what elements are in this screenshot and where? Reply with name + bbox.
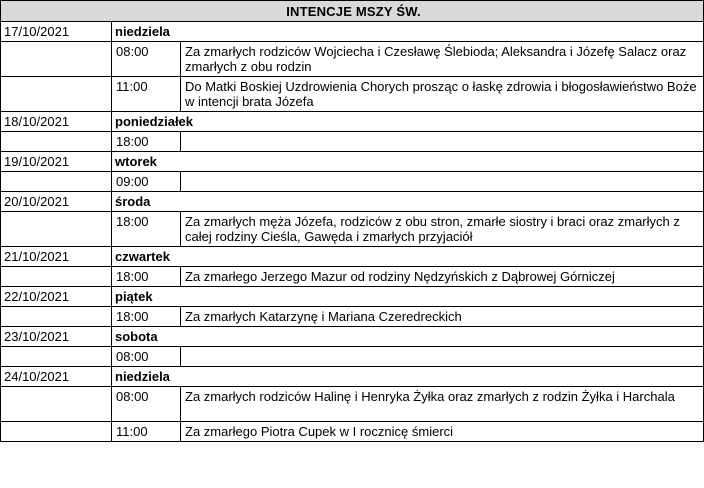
day-header-row [1,247,704,267]
mass-intention: Do Matki Boskiej Uzdrowienia Chorych prosząc o łaskę zdrowia i błogosławieństwo Boże w intencji brata Józefa [181,77,704,112]
date-cell: 23/10/2021 [1,327,112,347]
mass-row [1,77,704,112]
empty-cell [1,172,112,192]
mass-row [1,172,704,192]
mass-row [1,267,704,287]
day-header-row [1,367,704,387]
empty-cell [1,347,112,367]
mass-row [1,307,704,327]
day-header-row [1,152,704,172]
mass-intention [181,172,704,192]
mass-time: 18:00 [112,267,181,287]
mass-intention: Za zmarłych męża Józefa, rodziców z obu stron, zmarłe siostry i braci oraz zmarłych z całej rodziny Cieśla, Gawęda i zmarłych przyjaciół [181,212,704,247]
mass-row [1,212,704,247]
mass-row [1,387,704,422]
date-cell: 17/10/2021 [1,22,112,42]
weekday-cell: niedziela [112,22,704,42]
empty-cell [1,132,112,152]
date-cell: 20/10/2021 [1,192,112,212]
weekday-cell: poniedziałek [112,112,704,132]
weekday-cell: piątek [112,287,704,307]
page-title: INTENCJE MSZY ŚW. [1,1,704,22]
mass-row [1,422,704,442]
title-row [1,1,704,22]
day-header-row [1,112,704,132]
mass-time: 18:00 [112,307,181,327]
weekday-cell: środa [112,192,704,212]
date-cell: 24/10/2021 [1,367,112,387]
empty-cell [1,422,112,442]
empty-cell [1,42,112,77]
mass-time: 11:00 [112,77,181,112]
mass-intention: Za zmarłych rodziców Wojciecha i Czesławę Ślebioda; Aleksandra i Józefę Salacz oraz zmarłych z obu rodzin [181,42,704,77]
mass-row [1,42,704,77]
day-header-row [1,192,704,212]
mass-time: 11:00 [112,422,181,442]
empty-cell [1,387,112,422]
day-header-row [1,22,704,42]
mass-time: 18:00 [112,212,181,247]
mass-time: 08:00 [112,387,181,422]
empty-cell [1,307,112,327]
weekday-cell: sobota [112,327,704,347]
mass-intention [181,347,704,367]
date-cell: 19/10/2021 [1,152,112,172]
mass-row [1,132,704,152]
weekday-cell: niedziela [112,367,704,387]
empty-cell [1,212,112,247]
mass-row [1,347,704,367]
mass-time: 18:00 [112,132,181,152]
day-header-row [1,287,704,307]
mass-intention: Za zmarłych rodziców Halinę i Henryka Żyłka oraz zmarłych z rodzin Żyłka i Harchala [181,387,704,422]
weekday-cell: wtorek [112,152,704,172]
mass-intention: Za zmarłego Piotra Cupek w I rocznicę śmierci [181,422,704,442]
mass-time: 09:00 [112,172,181,192]
day-header-row [1,327,704,347]
mass-intention: Za zmarłego Jerzego Mazur od rodziny Nędzyńskich z Dąbrowej Górniczej [181,267,704,287]
mass-time: 08:00 [112,42,181,77]
date-cell: 22/10/2021 [1,287,112,307]
empty-cell [1,267,112,287]
empty-cell [1,77,112,112]
weekday-cell: czwartek [112,247,704,267]
mass-intention [181,132,704,152]
date-cell: 21/10/2021 [1,247,112,267]
date-cell: 18/10/2021 [1,112,112,132]
mass-time: 08:00 [112,347,181,367]
mass-intention: Za zmarłych Katarzynę i Mariana Czeredreckich [181,307,704,327]
